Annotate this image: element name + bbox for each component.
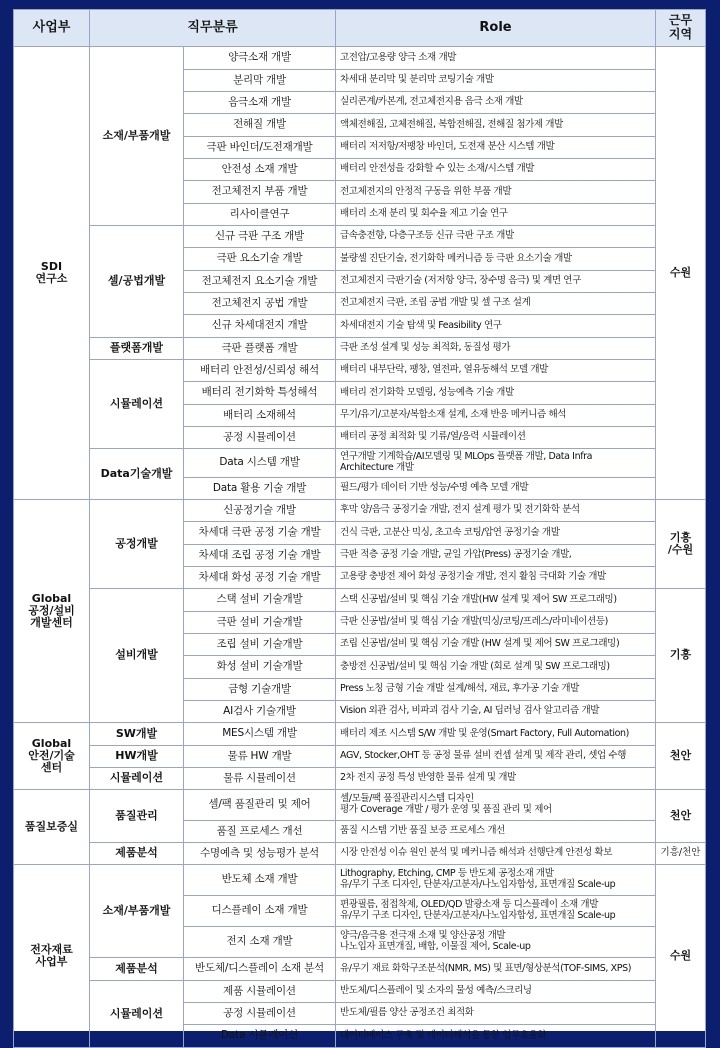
role-line: 데이터베이스 구축 및 데이터해석을 통한 업무효율화 — [340, 1029, 547, 1041]
job-task-cell: Data 활용 기술 개발 — [184, 478, 336, 500]
role-cell — [336, 204, 656, 226]
job-task-cell: 전고체전지 공법 개발 — [184, 293, 336, 315]
role-cell — [336, 843, 656, 865]
table-body — [14, 47, 706, 1048]
role-line: 차세대 분리막 및 분리막 코팅기술 개발 — [340, 74, 494, 86]
role-cell — [336, 634, 656, 656]
role-line: 유/무기 구조 디자인, 단분자/고분자/나노입자합성, 표면개질 Scale-up — [340, 879, 616, 890]
job-task-cell: 전해질 개발 — [184, 114, 336, 137]
role-cell — [336, 159, 656, 181]
role-line: 평가 Coverage 개발 / 평가 운영 및 품질 관리 및 제어 — [340, 804, 552, 815]
table-row — [14, 746, 706, 768]
role-line: 스택 신공법/설비 및 핵심 기술 개발(HW 설계 및 제어 SW 프로그래밍) — [340, 593, 617, 605]
division-cell: 품질보증실 — [14, 790, 90, 865]
role-line: 필드/평가 데이터 기반 성능/수명 예측 모델 개발 — [340, 482, 529, 494]
table-row — [14, 360, 706, 382]
role-cell — [336, 114, 656, 137]
role-cell — [336, 656, 656, 679]
role-cell — [336, 865, 656, 896]
role-cell — [336, 768, 656, 790]
role-line: 건식 극판, 고분산 믹싱, 초고속 코팅/압연 공정기술 개발 — [340, 526, 560, 538]
role-line: 유/무기 재료 화학구조분석(NMR, MS) 및 표면/형상분석(TOF-SIMS, XPS) — [340, 962, 632, 974]
job-task-cell: 신공정기술 개발 — [184, 500, 336, 522]
job-task-cell: 스택 설비 기술개발 — [184, 589, 336, 612]
role-line: 시장 안전성 이슈 원인 분석 및 메커니즘 해석과 선행단계 안전성 확보 — [340, 847, 612, 859]
table-row — [14, 843, 706, 865]
role-line: 품질 시스템 기반 품질 보증 프로세스 개선 — [340, 825, 505, 837]
division-cell: Global 공정/설비 개발센터 — [14, 500, 90, 723]
role-cell — [336, 981, 656, 1003]
role-line: 전고체전지의 안정적 구동을 위한 부품 개발 — [340, 185, 512, 197]
role-cell — [336, 405, 656, 427]
job-task-cell: 셀/팩 품질관리 및 제어 — [184, 790, 336, 821]
job-classification-table — [13, 9, 706, 1048]
table-row — [14, 958, 706, 981]
location-cell: 기흥 — [656, 589, 706, 723]
job-task-cell: 극판 플랫폼 개발 — [184, 338, 336, 360]
role-cell — [336, 338, 656, 360]
job-group-cell: 플랫폼개발 — [90, 338, 184, 360]
role-line: 극판 신공법/설비 및 핵심 기술 개발(믹싱/코팅/프레스/라미네이션등) — [340, 616, 608, 628]
job-task-cell: 물류 시뮬레이션 — [184, 768, 336, 790]
role-line: AGV, Stocker,OHT 등 공정 물류 설비 컨셉 설계 및 제작 관리, 셋업 수행 — [340, 750, 626, 762]
role-line: 충방전 신공법/설비 및 핵심 기술 개발 (회로 설계 및 SW 프로그래밍) — [340, 660, 610, 672]
job-task-cell: 반도체 소재 개발 — [184, 865, 336, 896]
role-line: 셀/모듈/팩 품질관리시스템 디자인 — [340, 793, 474, 805]
role-line: 반도체/디스플레이 및 소자의 물성 예측/스크리닝 — [340, 985, 532, 997]
job-group-cell: 소재/부품개발 — [90, 865, 184, 958]
role-line: 차세대전지 기술 탐색 및 Feasibility 연구 — [340, 319, 502, 331]
role-cell — [336, 382, 656, 405]
location-cell: 수원 — [656, 47, 706, 500]
job-group-cell: 공정개발 — [90, 500, 184, 589]
job-task-cell: 전고체전지 요소기술 개발 — [184, 271, 336, 293]
job-task-cell: 차세대 극판 공정 기술 개발 — [184, 522, 336, 545]
role-cell — [336, 293, 656, 315]
table-row — [14, 865, 706, 896]
job-group-cell: 셀/공법개발 — [90, 226, 184, 338]
role-cell — [336, 567, 656, 589]
location-cell: 천안 — [656, 790, 706, 843]
table-row — [14, 790, 706, 821]
table-row — [14, 338, 706, 360]
job-task-cell: 리사이클연구 — [184, 204, 336, 226]
role-cell — [336, 226, 656, 248]
role-cell — [336, 522, 656, 545]
role-line: 배터리 소재 분리 및 회수율 제고 기술 연구 — [340, 208, 508, 220]
role-cell — [336, 92, 656, 114]
role-line: 유/무기 구조 디자인, 단분자/고분자/나노입자합성, 표면개질 Scale-up — [340, 910, 616, 921]
role-cell — [336, 181, 656, 204]
header-role: Role — [336, 10, 656, 47]
job-group-cell: 시뮬레이션 — [90, 360, 184, 449]
role-line: 배터리 저저항/저팽창 바인더, 도전재 분산 시스템 개발 — [340, 141, 555, 153]
role-cell — [336, 478, 656, 500]
role-cell — [336, 137, 656, 159]
table-row — [14, 589, 706, 612]
role-cell — [336, 315, 656, 338]
role-line: 양극/음극용 전극재 소재 및 양산공정 개발 — [340, 930, 506, 942]
job-task-cell: 분리막 개발 — [184, 70, 336, 92]
job-task-cell: 화성 설비 기술개발 — [184, 656, 336, 679]
table-row — [14, 47, 706, 70]
header-location: 근무 지역 — [656, 10, 706, 47]
location-cell: 수원 — [656, 865, 706, 1048]
job-group-cell: 소재/부품개발 — [90, 47, 184, 226]
job-task-cell: 물류 HW 개발 — [184, 746, 336, 768]
role-cell — [336, 271, 656, 293]
role-line: 불량셀 진단기술, 전기화학 메커니즘 등 극판 요소기술 개발 — [340, 252, 572, 264]
division-cell: Global 안전/기술 센터 — [14, 723, 90, 790]
division-cell: 전자재료 사업부 — [14, 865, 90, 1048]
job-group-cell: 시뮬레이션 — [90, 981, 184, 1048]
role-line: 후막 양/음극 공정기술 개발, 전지 설계 평가 및 전기화학 분석 — [340, 504, 580, 516]
role-line: 전고체전지 극판, 조립 공법 개발 및 셀 구조 설계 — [340, 297, 531, 309]
role-line: Lithography, Etching, CMP 등 반도체 공정소재 개발 — [340, 868, 554, 880]
table-row — [14, 723, 706, 746]
job-task-cell: AI검사 기술개발 — [184, 701, 336, 723]
role-cell — [336, 790, 656, 821]
job-task-cell: 차세대 조립 공정 기술 개발 — [184, 545, 336, 567]
job-task-cell: 제품 시뮬레이션 — [184, 981, 336, 1003]
job-group-cell: 품질관리 — [90, 790, 184, 843]
job-task-cell: 배터리 안전성/신뢰성 해석 — [184, 360, 336, 382]
role-cell — [336, 360, 656, 382]
role-line: 2차 전지 공정 특성 반영한 물류 설계 및 개발 — [340, 772, 516, 784]
role-cell — [336, 47, 656, 70]
table-row — [14, 768, 706, 790]
role-line: 배터리 내부단락, 팽창, 열전파, 열유동해석 모델 개발 — [340, 364, 548, 376]
role-cell — [336, 248, 656, 271]
role-cell — [336, 723, 656, 746]
role-cell — [336, 1025, 656, 1048]
role-cell — [336, 545, 656, 567]
role-line: 급속충전향, 다층구조등 신규 극판 구조 개발 — [340, 230, 514, 242]
job-task-cell: 신규 차세대전지 개발 — [184, 315, 336, 338]
role-line: 편광필름, 점접착제, OLED/QD 발광소재 등 디스플레이 소재 개발 — [340, 899, 598, 911]
role-cell — [336, 896, 656, 927]
header-job: 직무분류 — [90, 10, 336, 47]
job-group-cell: 제품분석 — [90, 843, 184, 865]
role-cell — [336, 612, 656, 634]
role-cell — [336, 701, 656, 723]
role-cell — [336, 821, 656, 843]
role-line: 극판 조성 설계 및 성능 최적화, 동질성 평가 — [340, 342, 511, 354]
role-line: 반도체/필름 양산 공정조건 최적화 — [340, 1007, 474, 1019]
role-line: 고전압/고용량 양극 소재 개발 — [340, 51, 457, 63]
job-task-cell: 배터리 소재해석 — [184, 405, 336, 427]
job-group-cell: Data기술개발 — [90, 449, 184, 500]
role-line: 고용량 충방전 제어 화성 공정기술 개발, 전지 활침 극대화 기술 개발 — [340, 571, 606, 583]
table-row — [14, 449, 706, 478]
role-cell — [336, 427, 656, 449]
job-task-cell: 공정 시뮬레이션 — [184, 427, 336, 449]
table-header-row — [14, 10, 706, 47]
role-line: Press 노칭 금형 기술 개발 설계/해석, 재료, 후가공 기술 개발 — [340, 683, 579, 695]
job-task-cell: 수명예측 및 성능평가 분석 — [184, 843, 336, 865]
role-line: Vision 외관 검사, 비파괴 검사 기술, AI 딥러닝 검사 알고리즘 개발 — [340, 705, 599, 717]
role-cell — [336, 1003, 656, 1025]
role-line: 연구개발 기계학습/AI모델링 및 MLOps 플랫폼 개발, Data Infra — [340, 451, 593, 463]
role-line: 실리콘계/카본계, 전고체전지용 음극 소재 개발 — [340, 96, 523, 108]
role-line: 배터리 안전성을 강화할 수 있는 소재/시스템 개발 — [340, 163, 535, 175]
job-task-cell: Data 시스템 개발 — [184, 449, 336, 478]
job-group-cell: 설비개발 — [90, 589, 184, 723]
role-cell — [336, 746, 656, 768]
role-cell — [336, 679, 656, 701]
role-line: 나노입자 표면개질, 배합, 이물질 제어, Scale-up — [340, 941, 531, 952]
job-task-cell: 조립 설비 기술개발 — [184, 634, 336, 656]
job-task-cell: 안전성 소재 개발 — [184, 159, 336, 181]
job-task-cell: 전고체전지 부품 개발 — [184, 181, 336, 204]
role-cell — [336, 449, 656, 478]
job-task-cell: 차세대 화성 공정 기술 개발 — [184, 567, 336, 589]
job-task-cell: MES시스템 개발 — [184, 723, 336, 746]
table-row — [14, 981, 706, 1003]
location-cell: 기흥 /수원 — [656, 500, 706, 589]
job-group-cell: 시뮬레이션 — [90, 768, 184, 790]
role-cell — [336, 70, 656, 92]
job-group-cell: SW개발 — [90, 723, 184, 746]
division-cell: SDI 연구소 — [14, 47, 90, 500]
role-line: 무기/유기/고분자/복합소재 설계, 소재 반응 메커니즘 해석 — [340, 409, 567, 421]
job-task-cell: 반도체/디스플레이 소재 분석 — [184, 958, 336, 981]
header-division: 사업부 — [14, 10, 90, 47]
role-line: 조립 신공법/설비 및 핵심 기술 개발 (HW 설계 및 제어 SW 프로그래밍) — [340, 638, 620, 650]
job-group-cell: HW개발 — [90, 746, 184, 768]
job-task-cell: 배터리 전기화학 특성해석 — [184, 382, 336, 405]
location-cell: 기흥/천안 — [656, 843, 706, 865]
role-line: 배터리 전기화학 모델링, 성능예측 기술 개발 — [340, 386, 514, 398]
job-task-cell: 음극소재 개발 — [184, 92, 336, 114]
job-task-cell: 금형 기술개발 — [184, 679, 336, 701]
job-task-cell: 신규 극판 구조 개발 — [184, 226, 336, 248]
role-cell — [336, 927, 656, 958]
job-task-cell: 극판 바인더/도전재개발 — [184, 137, 336, 159]
job-task-cell: 전지 소재 개발 — [184, 927, 336, 958]
org-table-frame — [13, 9, 705, 1042]
role-line: 배터리 공정 최적화 및 기류/열/응력 시뮬레이션 — [340, 431, 526, 443]
table-row — [14, 226, 706, 248]
role-cell — [336, 589, 656, 612]
job-task-cell: 품질 프로세스 개선 — [184, 821, 336, 843]
location-cell: 천안 — [656, 723, 706, 790]
job-task-cell: 극판 요소기술 개발 — [184, 248, 336, 271]
job-task-cell: Data 시뮬레이션 — [184, 1025, 336, 1048]
job-task-cell: 공정 시뮬레이션 — [184, 1003, 336, 1025]
role-line: Architecture 개발 — [340, 462, 414, 473]
role-line: 배터리 제조 시스템 S/W 개발 및 운영(Smart Factory, Full Automation) — [340, 727, 629, 739]
job-group-cell: 제품분석 — [90, 958, 184, 981]
role-cell — [336, 500, 656, 522]
role-cell — [336, 958, 656, 981]
job-task-cell: 극판 설비 기술개발 — [184, 612, 336, 634]
job-task-cell: 양극소재 개발 — [184, 47, 336, 70]
role-line: 전고체전지 극판기술 (저저항 양극, 장수명 음극) 및 계면 연구 — [340, 275, 581, 287]
job-task-cell: 디스플레이 소재 개발 — [184, 896, 336, 927]
role-line: 극판 적층 공정 기술 개발, 균일 가압(Press) 공정기술 개발, — [340, 549, 572, 561]
role-line: 액체전해질, 고체전해질, 복합전해질, 전해질 첨가제 개발 — [340, 118, 563, 130]
table-row — [14, 500, 706, 522]
